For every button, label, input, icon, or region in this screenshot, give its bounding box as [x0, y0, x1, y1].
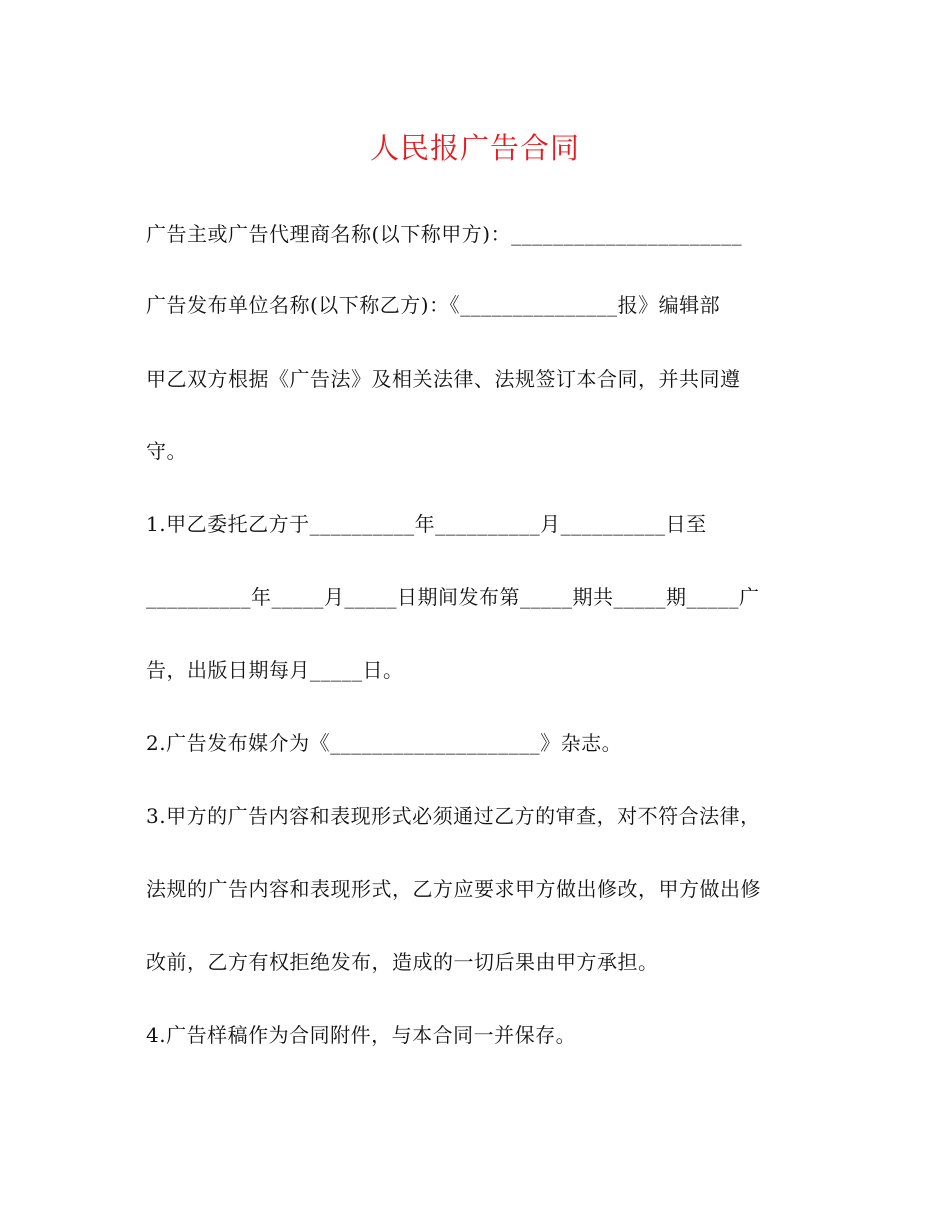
party-b-name-line: 广告发布单位名称(以下称乙方)：《_______________报》编辑部: [146, 293, 721, 317]
clause-4-line: 4.广告样稿作为合同附件，与本合同一并保存。: [146, 1023, 577, 1047]
agreement-intro-line: 甲乙双方根据《广告法》及相关法律、法规签订本合同，并共同遵: [146, 367, 741, 391]
document-title: 人民报广告合同: [369, 131, 580, 165]
clause-1-line-2: __________年_____月_____日期间发布第_____期共_____期_____广: [146, 585, 760, 609]
clause-3-line-2: 法规的广告内容和表现形式，乙方应要求甲方做出修改，甲方做出修: [146, 877, 761, 901]
clause-1-line-3: 告，出版日期每月_____日。: [146, 658, 404, 682]
clause-3-line-1: 3.甲方的广告内容和表现形式必须通过乙方的审查，对不符合法律，: [146, 804, 761, 828]
clause-3-line-3: 改前，乙方有权拒绝发布，造成的一切后果由甲方承担。: [146, 950, 659, 974]
agreement-intro-line-end: 守。: [146, 439, 187, 463]
party-a-name-line: 广告主或广告代理商名称(以下称甲方)：______________________: [146, 222, 743, 246]
clause-2-line: 2.广告发布媒介为《____________________》杂志。: [146, 731, 623, 755]
clause-1-line-1: 1.甲乙委托乙方于__________年__________月__________日至: [146, 512, 707, 536]
